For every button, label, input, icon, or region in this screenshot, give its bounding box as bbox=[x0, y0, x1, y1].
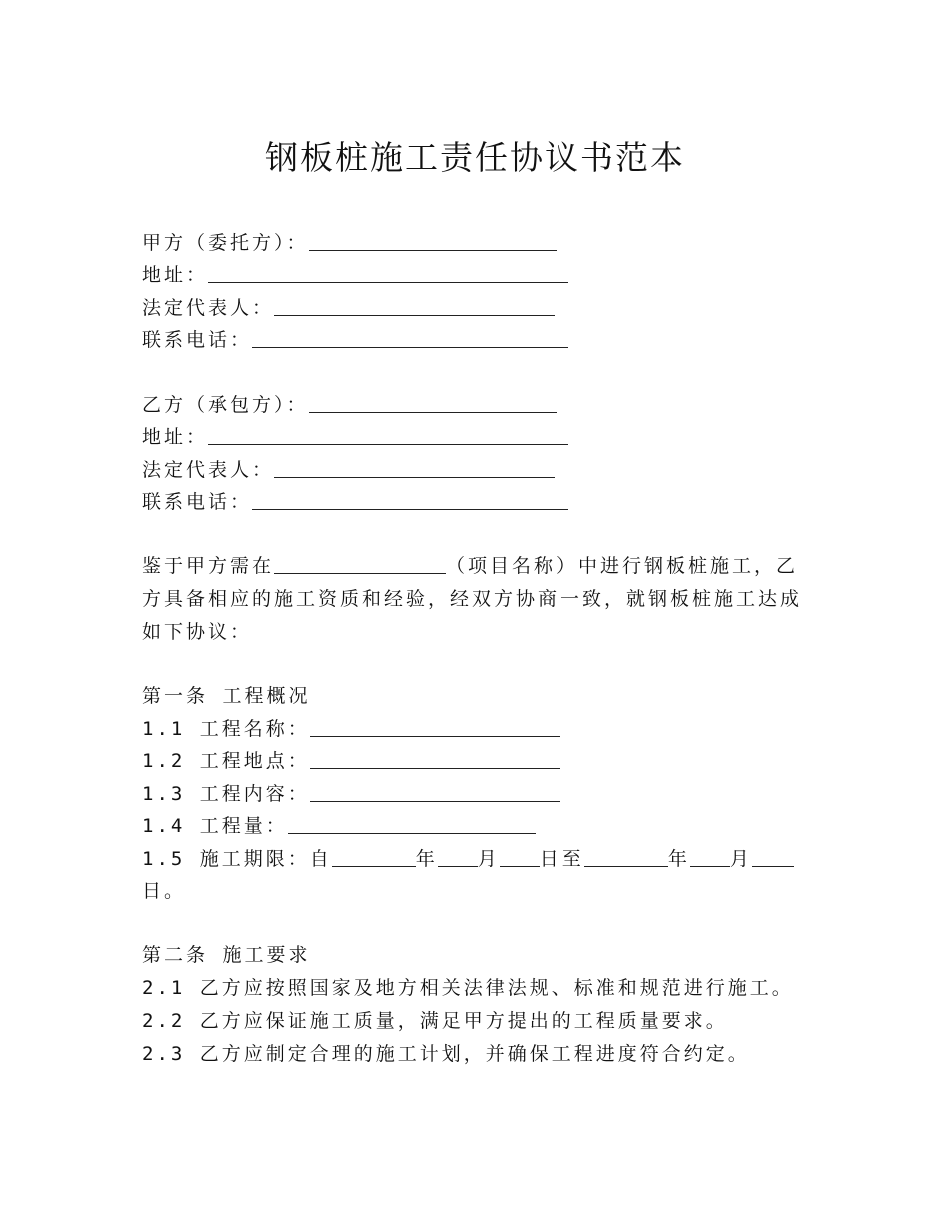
article-1-item-1 bbox=[142, 714, 560, 744]
party-b-phone-label: 联系电话： bbox=[142, 491, 253, 513]
start-year-blank bbox=[332, 844, 416, 867]
party-b-legal-rep-label: 法定代表人： bbox=[142, 459, 275, 481]
end-year-label: 年 bbox=[667, 848, 690, 870]
party-b-address-blank bbox=[208, 422, 568, 445]
article-1-item-2 bbox=[142, 746, 560, 776]
day-to-label: 日至 bbox=[539, 848, 584, 870]
party-b-address-row bbox=[142, 422, 568, 452]
start-year-label: 年 bbox=[415, 848, 438, 870]
party-a-label: 甲方（委托方）： bbox=[142, 232, 309, 254]
party-a-legal-rep-label: 法定代表人： bbox=[142, 297, 275, 319]
article-1-item-5 bbox=[142, 844, 794, 874]
article-1-item-5-end: 日。 bbox=[142, 880, 187, 902]
intro-prefix: 鉴于甲方需在 bbox=[142, 555, 275, 577]
party-a-address-blank bbox=[208, 260, 568, 283]
party-a-address-row bbox=[142, 260, 568, 290]
intro-line-1 bbox=[142, 551, 798, 581]
party-a-legal-rep-blank bbox=[274, 293, 555, 316]
end-month-label: 月 bbox=[729, 848, 752, 870]
article-2-item-2: 2.2 乙方应保证施工质量，满足甲方提出的工程质量要求。 bbox=[142, 1010, 728, 1032]
intro-suffix: （项目名称）中进行钢板桩施工，乙 bbox=[446, 555, 799, 577]
document-title: 钢板桩施工责任协议书范本 bbox=[265, 138, 685, 177]
article-1-item-3 bbox=[142, 779, 560, 809]
party-b-address-label: 地址： bbox=[142, 426, 209, 448]
party-b-row bbox=[142, 390, 557, 420]
project-content-label: 1.3 工程内容： bbox=[142, 783, 310, 805]
start-day-blank bbox=[500, 844, 540, 867]
project-name-label: 1.1 工程名称： bbox=[142, 718, 310, 740]
intro-line-3: 如下协议： bbox=[142, 621, 253, 643]
project-location-blank bbox=[310, 746, 560, 769]
end-year-blank bbox=[584, 844, 668, 867]
project-name-blank bbox=[274, 551, 446, 574]
end-month-blank bbox=[690, 844, 730, 867]
party-b-label: 乙方（承包方）： bbox=[142, 394, 309, 416]
party-b-legal-rep-blank bbox=[274, 455, 555, 478]
project-quantity-label: 1.4 工程量： bbox=[142, 815, 288, 837]
article-2-item-3: 2.3 乙方应制定合理的施工计划，并确保工程进度符合约定。 bbox=[142, 1043, 750, 1065]
party-b-blank bbox=[309, 390, 557, 413]
article-2-heading: 第二条 施工要求 bbox=[142, 944, 311, 966]
article-2-item-1: 2.1 乙方应按照国家及地方相关法律法规、标准和规范进行施工。 bbox=[142, 977, 794, 999]
party-b-legal-rep-row bbox=[142, 455, 555, 485]
start-month-blank bbox=[438, 844, 478, 867]
project-name-field-blank bbox=[310, 714, 560, 737]
end-day-blank bbox=[752, 844, 794, 867]
party-a-address-label: 地址： bbox=[142, 264, 209, 286]
party-b-phone-row bbox=[142, 487, 568, 517]
party-a-phone-label: 联系电话： bbox=[142, 329, 253, 351]
party-b-phone-blank bbox=[252, 487, 568, 510]
party-a-phone-blank bbox=[252, 325, 568, 348]
party-a-legal-rep-row bbox=[142, 293, 555, 323]
intro-line-2: 方具备相应的施工资质和经验，经双方协商一致，就钢板桩施工达成 bbox=[142, 588, 803, 610]
project-quantity-blank bbox=[288, 811, 536, 834]
project-location-label: 1.2 工程地点： bbox=[142, 750, 310, 772]
party-a-row bbox=[142, 228, 557, 258]
party-a-blank bbox=[309, 228, 557, 251]
start-month-label: 月 bbox=[477, 848, 500, 870]
article-1-heading: 第一条 工程概况 bbox=[142, 685, 311, 707]
construction-period-label: 1.5 施工期限：自 bbox=[142, 848, 332, 870]
party-a-phone-row bbox=[142, 325, 568, 355]
article-1-item-4 bbox=[142, 811, 536, 841]
project-content-blank bbox=[310, 779, 560, 802]
